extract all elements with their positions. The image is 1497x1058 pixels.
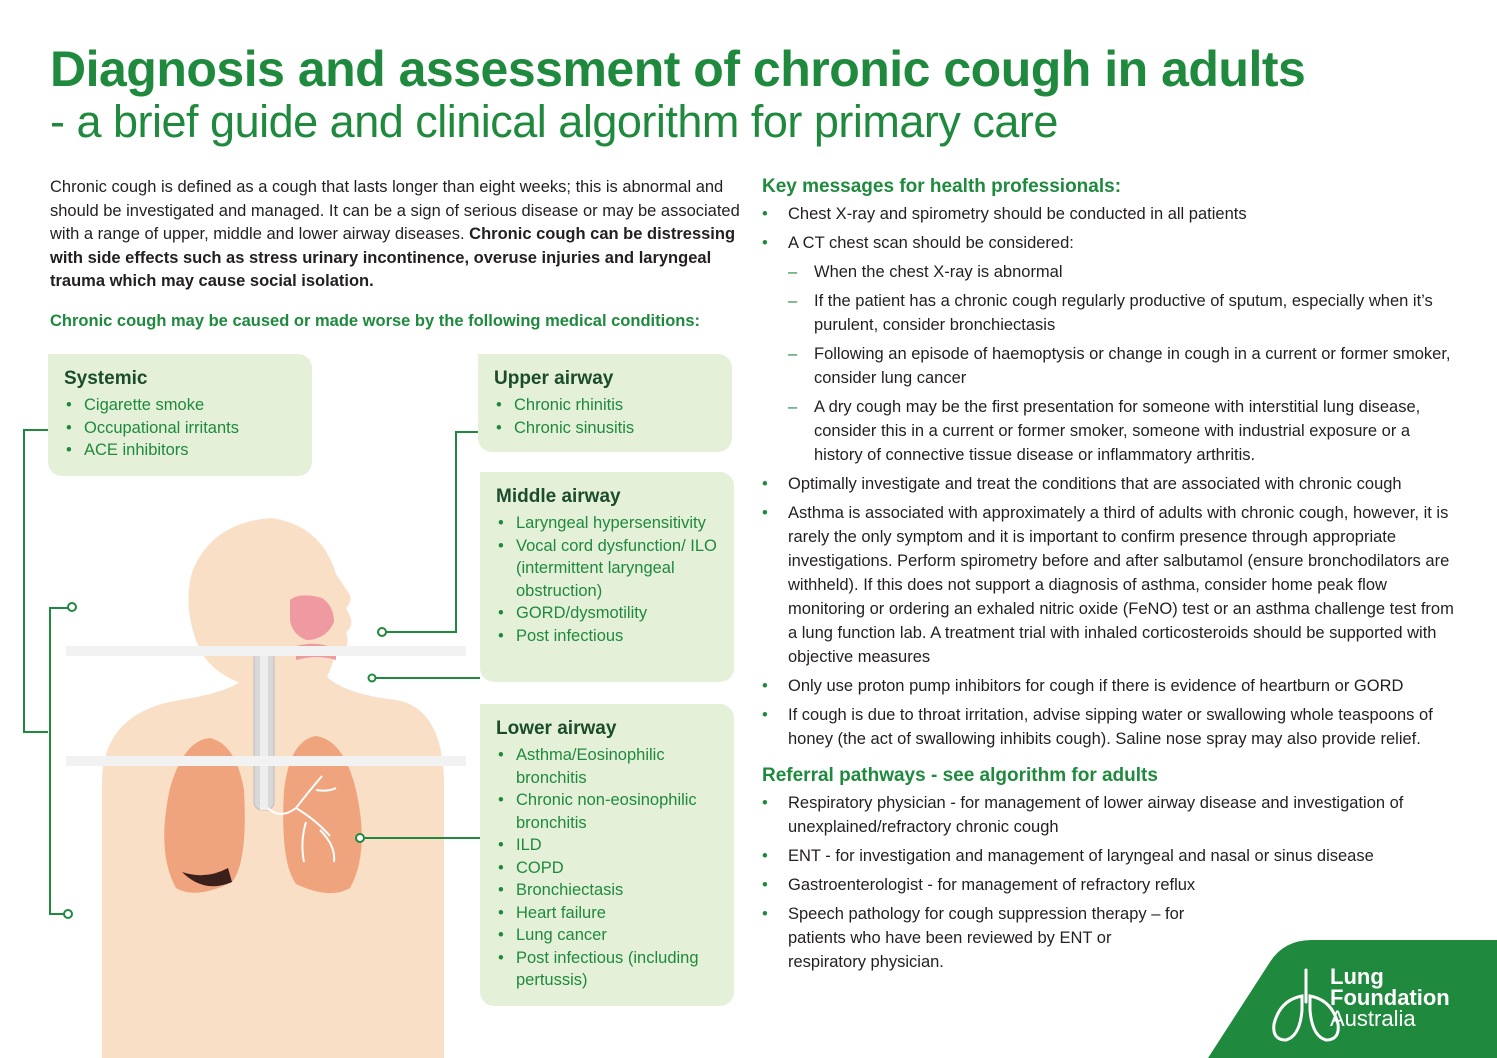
sub-list-item: – Following an episode of haemoptysis or change in cough in a current or former smoker, consider lung cancer (762, 342, 1462, 390)
nasal-cavity (290, 595, 334, 640)
head-silhouette (188, 518, 351, 690)
lung-right (283, 736, 362, 893)
conditions-heading: Chronic cough may be caused or made worse by the following medical conditions: (50, 312, 701, 330)
list-item: • Asthma is associated with approximately a third of adults with chronic cough, however, it is rarely the only symptom and it is important to confirm presence through appropriate investigations. Perform spirometry before and after salbutamol (ensure bronchodilators are withheld). If this does not support a diagnosis of asthma, consider home peak flow monitoring or ordering an exhaled nitric oxide (FeNO) test or an asthma challenge test from a lung function lab. A treatment trial with inhaled corticosteroids should be supported with objective measures (762, 501, 1462, 669)
lower-airway-title: Lower airway (496, 718, 617, 739)
logo-line-2: Foundation (1330, 985, 1450, 1010)
systemic-title: Systemic (64, 368, 148, 389)
page-title: Diagnosis and assessment of chronic cough in adults (50, 41, 1306, 97)
list-item: • Chest X-ray and spirometry should be conducted in all patients (762, 202, 1462, 226)
middle-airway-title: Middle airway (496, 486, 621, 507)
lower-airway-box (480, 704, 734, 1006)
middle-airway-list (496, 512, 718, 647)
lung-left (164, 738, 245, 893)
connector-systemic (24, 430, 48, 732)
list-item: • ENT - for investigation and management of laryngeal and nasal or sinus disease (762, 844, 1462, 868)
systemic-list (64, 394, 296, 462)
list-item: • COPD (496, 857, 718, 880)
list-item: • Occupational irritants (64, 417, 296, 440)
list-item: • Post infectious (including pertussis) (496, 947, 718, 992)
list-item: • Speech pathology for cough suppression therapy – for patients who have been reviewed by ENT or respiratory physician. (762, 902, 1192, 974)
logo-line-1: Lung (1330, 964, 1384, 989)
key-messages-title: Key messages for health professionals: (762, 176, 1122, 197)
list-item: • Cigarette smoke (64, 394, 296, 417)
systemic-box (48, 354, 312, 476)
referral-title: Referral pathways - see algorithm for adults (762, 765, 1158, 786)
torso-silhouette (102, 656, 444, 1058)
list-item: • If cough is due to throat irritation, advise sipping water or swallowing whole teaspoons of honey (the act of swallowing inhibits cough). Saline nose spray may also provide relief. (762, 703, 1462, 751)
connector-side-bracket (50, 608, 72, 914)
list-item: • Chronic sinusitis (494, 417, 716, 440)
logo-line-3: Australia (1330, 1006, 1416, 1031)
list-item: • ILD (496, 834, 718, 857)
list-item: • Post infectious (496, 625, 718, 648)
list-item: • ACE inhibitors (64, 439, 296, 462)
list-item: • Chronic non-eosinophilic bronchitis (496, 789, 718, 834)
trachea (254, 650, 274, 810)
page-subtitle: - a brief guide and clinical algorithm for primary care (50, 96, 1058, 147)
list-item: • A CT chest scan should be considered: (762, 231, 1462, 255)
list-item: • Gastroenterologist - for management of refractory reflux (762, 873, 1462, 897)
level-band-upper (66, 646, 466, 656)
list-item: • Respiratory physician - for management of lower airway disease and investigation of unexplained/refractory chronic cough (762, 791, 1462, 839)
list-item: • Lung cancer (496, 924, 718, 947)
list-item: • Heart failure (496, 902, 718, 925)
list-item: • Chronic rhinitis (494, 394, 716, 417)
list-item: • GORD/dysmotility (496, 602, 718, 625)
key-messages-list (762, 202, 1462, 751)
list-item: • Vocal cord dysfunction/ ILO (intermittent laryngeal obstruction) (496, 535, 718, 603)
upper-airway-list (494, 394, 716, 439)
bronchial-tree (268, 776, 336, 862)
list-item: • Laryngeal hypersensitivity (496, 512, 718, 535)
intro-bold-text: Chronic cough can be distressing with side effects such as stress urinary incontinence, overuse injuries and laryngeal trauma which may cause social isolation. (50, 225, 736, 290)
level-band-lower (66, 756, 466, 766)
sub-list-item: – A dry cough may be the first presentation for someone with interstitial lung disease, consider this in a current or former smoker, someone with industrial exposure or a history of connective tissue disease or inflammatory arthritis. (762, 395, 1462, 467)
middle-airway-box (480, 472, 734, 682)
intro-text: Chronic cough is defined as a cough that lasts longer than eight weeks; this is abnormal and should be investigated and managed. It can be a sign of serious disease or may be associated with a range of upper, middle and lower airway diseases. (50, 178, 740, 243)
sub-list-item: – When the chest X-ray is abnormal (762, 260, 1462, 284)
right-column (762, 176, 1462, 979)
connector-upper (384, 432, 478, 632)
list-item: • Only use proton pump inhibitors for cough if there is evidence of heartburn or GORD (762, 674, 1462, 698)
sub-list-item: – If the patient has a chronic cough regularly productive of sputum, especially when it’s purulent, consider bronchiectasis (762, 289, 1462, 337)
logo-wordmark (1330, 966, 1450, 1029)
upper-airway-title: Upper airway (494, 368, 614, 389)
intro-paragraph (50, 176, 742, 294)
list-item: • Asthma/Eosinophilic bronchitis (496, 744, 718, 789)
lower-airway-list (496, 744, 718, 992)
list-item: • Optimally investigate and treat the conditions that are associated with chronic cough (762, 472, 1462, 496)
list-item: • Bronchiectasis (496, 879, 718, 902)
upper-airway-box (478, 354, 732, 452)
